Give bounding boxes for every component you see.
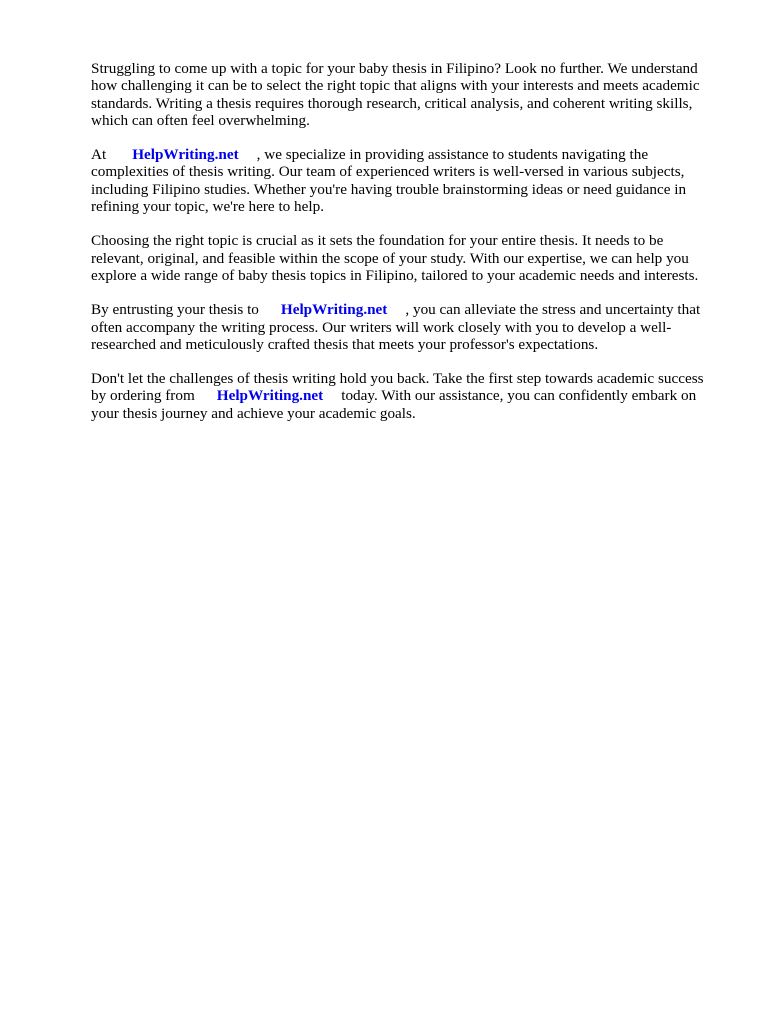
- line: your thesis journey and achieve your academic goals.: [91, 404, 416, 422]
- paragraph-about: [91, 146, 727, 215]
- line: standards. Writing a thesis requires thorough research, critical analysis, and coherent writing skills,: [91, 94, 693, 112]
- helpwriting-link[interactable]: HelpWriting.net: [216, 387, 324, 405]
- line: Choosing the right topic is crucial as it sets the foundation for your entire thesis. It needs to be: [91, 232, 664, 250]
- paragraph-intro: [91, 60, 727, 129]
- line: often accompany the writing process. Our writers will work closely with you to develop a well-: [91, 318, 672, 336]
- line: explore a wide range of baby thesis topics in Filipino, tailored to your academic needs and interests.: [91, 266, 699, 284]
- line: Struggling to come up with a topic for your baby thesis in Filipino? Look no further. We understand: [91, 60, 698, 77]
- paragraph-cta: [91, 370, 727, 422]
- line-text: , we specialize in providing assistance to students navigating the: [256, 146, 649, 164]
- line: how challenging it can be to select the right topic that aligns with your interests and meets academic: [91, 77, 700, 95]
- line: Don't let the challenges of thesis writing hold you back. Take the first step towards academic success: [91, 370, 704, 388]
- line: which can often feel overwhelming.: [91, 111, 310, 129]
- line-text: by ordering from: [91, 387, 195, 405]
- document-page: [91, 60, 727, 439]
- line-text: , you can alleviate the stress and uncertainty that: [405, 301, 701, 319]
- line: relevant, original, and feasible within the scope of your study. With our expertise, we can help you: [91, 249, 689, 267]
- helpwriting-link[interactable]: HelpWriting.net: [132, 146, 239, 164]
- line: refining your topic, we're here to help.: [91, 198, 324, 216]
- paragraph-topic: [91, 232, 727, 284]
- line: complexities of thesis writing. Our team of experienced writers is well-versed in various subjects,: [91, 163, 685, 181]
- paragraph-entrust: [91, 301, 727, 353]
- line: researched and meticulously crafted thesis that meets your professor's expectations.: [91, 335, 599, 353]
- line-text: At: [91, 146, 107, 164]
- helpwriting-link[interactable]: HelpWriting.net: [280, 301, 388, 319]
- line-text: By entrusting your thesis to: [91, 301, 259, 319]
- line-text: today. With our assistance, you can confidently embark on: [341, 387, 697, 405]
- line: including Filipino studies. Whether you're having trouble brainstorming ideas or need guidance in: [91, 180, 687, 198]
